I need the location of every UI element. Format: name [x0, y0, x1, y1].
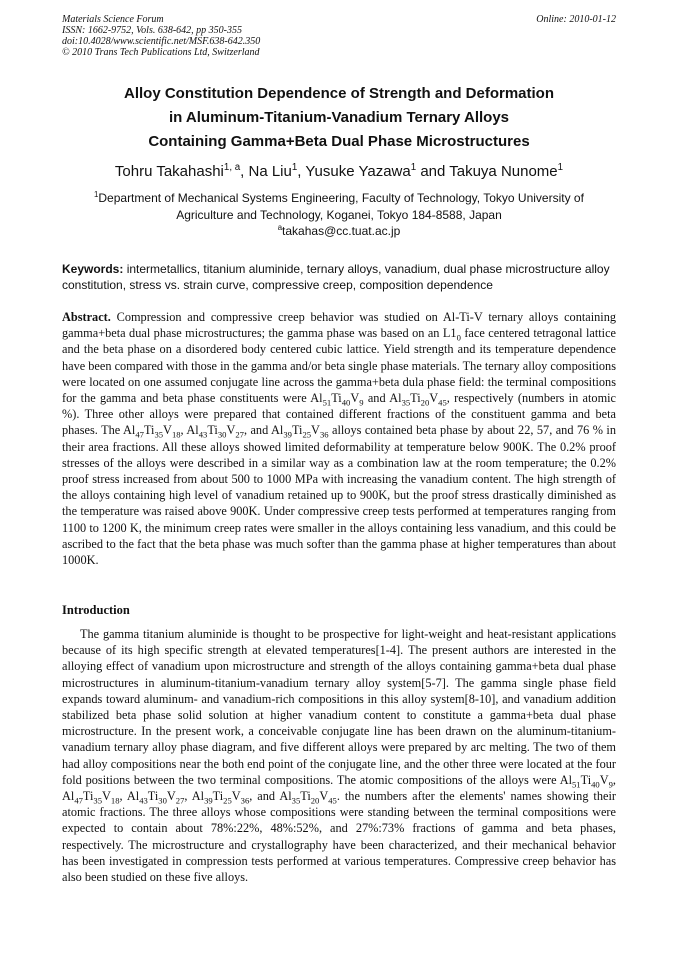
atomic-fraction: 35 — [291, 795, 301, 806]
abstract-text: , respectively (numbers in atomic %). Three other alloys were prepared that contained different fractions of the constituent gamma and beta phases. The — [62, 391, 617, 438]
atomic-fraction: 47 — [74, 795, 83, 806]
keywords-text: intermetallics, titanium aluminide, ternary alloys, vanadium, dual phase microstructure alloy constitution, stress vs. strain curve, compressive creep, composition dependence — [62, 262, 610, 292]
copyright-line: © 2010 Trans Tech Publications Ltd, Switzerland — [62, 47, 260, 58]
alloy-formula — [271, 423, 329, 440]
atomic-fraction: 9 — [359, 397, 364, 408]
element-symbol: Al — [389, 391, 402, 406]
title-line-3: Containing Gamma+Beta Dual Phase Microstructures — [148, 133, 530, 150]
affiliation-line-1: Department of Mechanical Systems Engineering, Faculty of Technology, Tokyo University of — [98, 191, 584, 205]
alloy-formula — [389, 391, 447, 408]
alloy-formula — [559, 772, 613, 790]
element-symbol: V — [231, 789, 241, 804]
atomic-fraction: 25 — [223, 795, 232, 806]
keywords-label: Keywords: — [62, 262, 124, 276]
author-name: , Yusuke Yazawa — [297, 163, 411, 180]
lattice-subscript: 0 — [456, 332, 461, 343]
online-date: Online: 2010-01-12 — [536, 14, 616, 25]
element-symbol: Al — [126, 789, 140, 804]
element-symbol: Ti — [410, 391, 421, 406]
formula-separator: , — [184, 789, 192, 804]
author-superscript: 1 — [557, 162, 564, 173]
element-symbol: V — [163, 423, 172, 438]
affiliation-line-2: Agriculture and Technology, Koganei, Tokyo 184-8588, Japan — [176, 208, 502, 222]
author-name: and Takuya Nunome — [416, 163, 558, 180]
atomic-fraction: 39 — [283, 429, 292, 440]
atomic-fraction: 35 — [154, 429, 164, 440]
author-name: , Na Liu — [240, 163, 292, 180]
alloy-formula — [279, 789, 337, 806]
element-symbol: V — [102, 789, 111, 804]
atomic-fraction: 51 — [572, 779, 581, 790]
atomic-fraction: 45 — [438, 397, 447, 408]
doi-line: doi:10.4028/www.scientific.net/MSF.638-642.350 — [62, 36, 261, 47]
element-symbol: Ti — [207, 423, 218, 438]
element-symbol: Al — [310, 391, 323, 406]
element-symbol: Ti — [82, 789, 94, 804]
atomic-fraction: 51 — [322, 397, 332, 408]
author-superscript: 1 — [291, 162, 298, 173]
element-symbol: V — [429, 391, 439, 406]
intro-text: . the numbers after the elements' names showing their atomic fractions. The three alloys whose compositions were standing between the terminal compositions were expected to contain about 78%:22%, 48%:52%, and 27%:73% fractions of gamma and beta phases, respectively. The microstructure and crystallography have been characterized, and their mechanical behavior has been investigated in compression tests performed at various temperatures. Compressive creep behavior has also been studied on these five alloys. — [62, 789, 616, 885]
abstract-block — [62, 309, 616, 568]
abstract-text: alloys contained beta phase by about 22, 57, and 76 % in their area fractions. All these alloys showed limited deformability at temperature below 900K. The 0.2% proof stresses of the alloys were described in a similar way as a combination law at the room temperature; the 0.2% proof stress increased from about 500 to 1000 MPa with increasing the vanadium content. The high strength of the alloys containing high level of vanadium retained up to 900K, but the proof stress drastically diminished as the temperature was raised above 900K. Under compressive creep tests performed at temperatures ranging from 1100 to 1200 K, the minimum creep rates were smaller in the alloys containing less vanadium, and this could be ascribed to the fact that the beta phase was much softer than the gamma phase at higher temperatures than about 1000K. — [62, 423, 616, 568]
affiliation-superscript: 1 — [94, 190, 99, 199]
element-symbol: Al — [279, 789, 292, 804]
email-superscript: a — [277, 223, 283, 232]
element-symbol: Al — [62, 789, 75, 804]
abstract-text: Compression and compressive creep behavior was studied on Al-Ti-V ternary alloys containing gamma+beta dual phase microstructures; the gamma phase was based on an L1 — [62, 310, 616, 341]
atomic-fraction: 27 — [235, 429, 244, 440]
atomic-fraction: 40 — [341, 397, 351, 408]
element-symbol: Al — [191, 789, 205, 804]
author-email — [62, 224, 616, 238]
element-symbol: V — [166, 789, 176, 804]
atomic-fraction: 47 — [135, 429, 144, 440]
formula-separator: , — [180, 423, 187, 438]
author-list — [62, 162, 616, 182]
atomic-fraction: 30 — [158, 795, 167, 806]
element-symbol: Ti — [331, 391, 342, 406]
alloy-formula — [123, 423, 181, 440]
formula-separator: , — [119, 789, 127, 804]
atomic-fraction: 43 — [139, 795, 148, 806]
atomic-fraction: 45 — [328, 795, 337, 806]
journal-name: Materials Science Forum — [62, 14, 164, 25]
element-symbol: Al — [123, 423, 136, 438]
element-symbol: Ti — [147, 789, 159, 804]
atomic-fraction: 40 — [591, 779, 600, 790]
section-heading: Introduction — [62, 603, 130, 617]
atomic-fraction: 9 — [608, 779, 613, 790]
alloy-formula — [186, 423, 244, 440]
atomic-fraction: 27 — [175, 795, 185, 806]
alloy-formula-group — [310, 391, 447, 408]
author-superscript: 1, a — [223, 162, 241, 173]
alloy-formula — [310, 391, 364, 408]
element-symbol: V — [599, 772, 609, 787]
atomic-fraction: 35 — [93, 795, 103, 806]
element-symbol: V — [311, 423, 320, 438]
alloy-formula — [126, 789, 185, 806]
element-symbol: Ti — [212, 789, 224, 804]
atomic-fraction: 36 — [319, 429, 329, 440]
alloy-formula — [191, 789, 250, 806]
atomic-fraction: 43 — [198, 429, 208, 440]
affiliation — [62, 190, 616, 224]
element-symbol: Ti — [143, 423, 155, 438]
atomic-fraction: 35 — [401, 397, 411, 408]
atomic-fraction: 20 — [420, 397, 430, 408]
element-symbol: Ti — [580, 772, 592, 787]
email-address: takahas@cc.tuat.ac.jp — [282, 224, 401, 238]
atomic-fraction: 39 — [204, 795, 213, 806]
keywords-block — [62, 261, 616, 293]
formula-separator: and — [363, 391, 390, 406]
formula-separator: , and — [249, 789, 280, 804]
author-name: Tohru Takahashi — [114, 163, 224, 180]
alloy-formula-group — [123, 423, 329, 440]
abstract-label: Abstract. — [62, 310, 111, 324]
atomic-fraction: 18 — [171, 429, 181, 440]
element-symbol: V — [226, 423, 236, 438]
element-symbol: Ti — [291, 423, 303, 438]
issn-line: ISSN: 1662-9752, Vols. 638-642, pp 350-355 — [62, 25, 242, 36]
atomic-fraction: 30 — [217, 429, 227, 440]
element-symbol: Al — [186, 423, 199, 438]
atomic-fraction: 25 — [302, 429, 312, 440]
element-symbol: Al — [559, 772, 572, 787]
element-symbol: Al — [271, 423, 284, 438]
atomic-fraction: 18 — [110, 795, 120, 806]
alloy-formula — [62, 789, 120, 806]
introduction-paragraph — [62, 626, 616, 885]
element-symbol: Ti — [300, 789, 311, 804]
intro-text: The gamma titanium aluminide is thought to be prospective for light-weight and heat-resistant applications because of its high specific strength at elevated temperatures[1-4]. The present authors are interested in the alloying effect of vanadium upon microstructure and strength of the alloys containing gamma+beta dual phase microstructures in aluminum-titanium-vanadium ternary alloy system[5-7]. The gamma single phase field expands toward aluminum- and vanadium-rich compositions in this alloy system[8-10], and vanadium addition stabilized beta phase solid solution at higher vanadium content to constitute a gamma+beta dual phase microstructure. In the present work, a conceivable conjugate line has been drawn on the aluminum-titanium-vanadium ternary alloy phase diagram, and five different alloys were prepared by arc melting. The two of them had alloy compositions near the both end point of the conjugate line, and the other three were located at the four fold positions between the two terminal compositions. The atomic compositions of the alloys were — [62, 627, 616, 787]
title-line-2: in Aluminum-Titanium-Vanadium Ternary Alloys — [168, 109, 510, 126]
element-symbol: V — [319, 789, 329, 804]
formula-separator: , and — [243, 423, 272, 438]
atomic-fraction: 36 — [240, 795, 250, 806]
title-line-1: Alloy Constitution Dependence of Strength and Deformation — [123, 85, 554, 102]
atomic-fraction: 20 — [310, 795, 320, 806]
element-symbol: V — [350, 391, 360, 406]
paper-title — [62, 82, 616, 154]
formula-separator: , — [612, 772, 616, 787]
journal-header — [62, 14, 616, 58]
author-superscript: 1 — [410, 162, 417, 173]
abstract-text: face centered tetragonal lattice and the beta phase on a disordered body centered cubic lattice. Yield strength and its temperature dependence have been compared with those in the gamma and/or beta single phase materials. The ternary alloy compositions were located on one assumed conjugate line across the gamma+beta dula phase field: the terminal compositions for the gamma and beta phase constituents were — [62, 326, 616, 406]
